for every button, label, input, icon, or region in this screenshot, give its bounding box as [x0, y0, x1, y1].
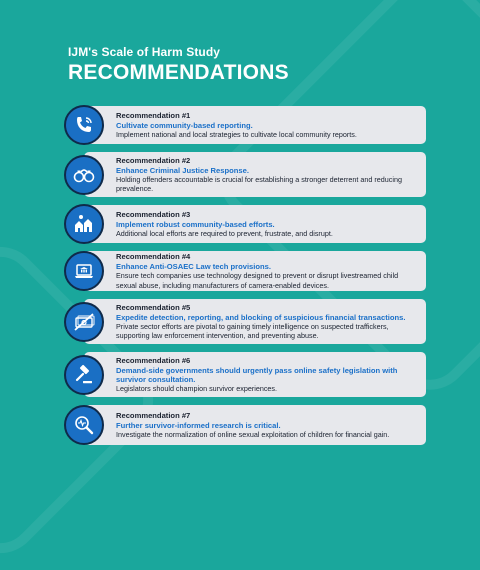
- recommendation-list: [64, 106, 426, 453]
- header: [68, 45, 289, 85]
- recommendation-description: Implement national and local strategies to cultivate local community reports.: [116, 129, 357, 139]
- recommendation-heading: Enhance Criminal Justice Response.: [116, 165, 249, 175]
- recommendation-card-5: [64, 299, 426, 344]
- recommendation-description: Investigate the normalization of online sexual exploitation of children for financial gain.: [116, 429, 390, 439]
- recommendation-heading: Expedite detection, reporting, and blocking of suspicious financial transactions.: [116, 312, 406, 322]
- recommendation-card-7: [64, 405, 426, 445]
- recommendation-number: Recommendation #3: [116, 209, 191, 219]
- recommendation-number: Recommendation #5: [116, 302, 191, 312]
- recommendation-description: Additional local efforts are required to prevent, frustrate, and disrupt.: [116, 228, 333, 238]
- recommendation-number: Recommendation #4: [116, 252, 191, 262]
- phone-icon: [64, 105, 104, 145]
- recommendation-card-1: [64, 106, 426, 144]
- recommendation-card-4: [64, 251, 426, 291]
- recommendation-card-6: [64, 352, 426, 397]
- recommendation-number: Recommendation #7: [116, 410, 191, 420]
- recommendation-description: Private sector efforts are pivotal to gaining timely intelligence on suspected traffickers, supporting law enforcement intervention, and preventing abuse.: [116, 321, 389, 340]
- recommendation-number: Recommendation #2: [116, 155, 191, 165]
- recommendation-number: Recommendation #1: [116, 110, 191, 120]
- recommendation-description: Holding offenders accountable is crucial for establishing a stronger deterrent and reducing prevalence.: [116, 174, 402, 193]
- page-title: RECOMMENDATIONS: [68, 61, 289, 84]
- recommendation-card-3: [64, 205, 426, 243]
- research-magnifier-icon: [64, 405, 104, 445]
- recommendation-description: Ensure tech companies use technology designed to prevent or disrupt livestreamed child sexual abuse, including manufacturers of camera-enabled devices.: [116, 271, 399, 290]
- community-icon: [64, 204, 104, 244]
- recommendation-heading: Demand-side governments should urgently pass online safety legislation with survivor consultation.: [116, 365, 398, 384]
- handcuffs-icon: [64, 155, 104, 195]
- recommendation-heading: Enhance Anti-OSAEC Law tech provisions.: [116, 262, 271, 272]
- laptop-icon: [64, 251, 104, 291]
- page-subtitle: IJM's Scale of Harm Study: [68, 45, 221, 59]
- recommendation-heading: Implement robust community-based efforts.: [116, 219, 275, 229]
- recommendation-card-2: [64, 152, 426, 197]
- recommendation-heading: Cultivate community-based reporting.: [116, 120, 253, 130]
- recommendation-description: Legislators should champion survivor experiences.: [116, 383, 278, 393]
- blocked-money-icon: [64, 302, 104, 342]
- gavel-icon: [64, 355, 104, 395]
- recommendation-heading: Further survivor-informed research is critical.: [116, 420, 281, 430]
- recommendation-number: Recommendation #6: [116, 355, 191, 365]
